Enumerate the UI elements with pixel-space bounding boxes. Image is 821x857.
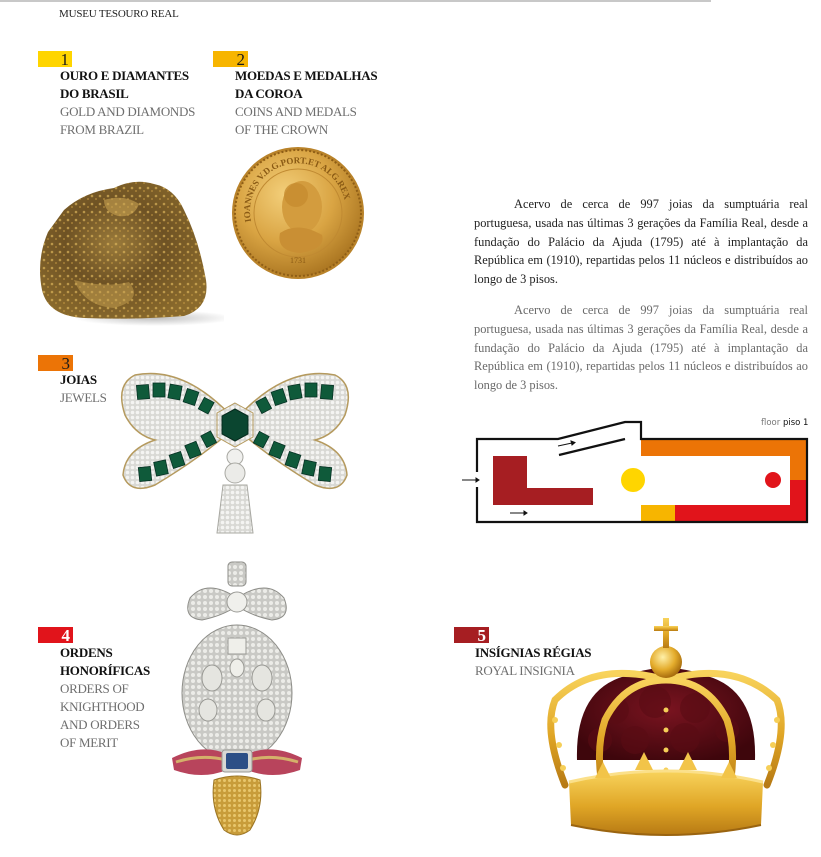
section-4-title-pt-line1: ORDENS	[60, 645, 113, 660]
section-1-label	[60, 67, 195, 139]
section-2-title-pt-line2: DA COROA	[235, 86, 303, 101]
section-2-number: 2	[236, 50, 245, 69]
intro-paragraph-1: Acervo de cerca de 997 joias da sumptuária real portuguesa, usada nas últimas 3 gerações da Família Real, desde a fundação do Palácio da Ajuda (1795) até à implantação da República em (1910), repartidas pelos 11 núcleos e distribuídos ao longo de 3 pisos.	[474, 197, 808, 287]
section-4-number: 4	[61, 626, 70, 645]
section-3-label	[60, 371, 107, 407]
corridor-arrow-icon	[558, 441, 575, 446]
museum-title: MUSEU TESOURO REAL	[59, 8, 179, 20]
section-4-badge	[38, 627, 73, 643]
section-2-label	[235, 67, 377, 139]
zone-jewels	[641, 439, 807, 480]
section-4-title-pt-line2: HONORÍFICAS	[60, 663, 150, 678]
section-3-number: 3	[61, 354, 70, 373]
gold-nugget-image	[34, 170, 224, 330]
section-4-title-en-line1: ORDERS OF	[60, 681, 129, 696]
floor-label-pt: piso 1	[782, 418, 809, 428]
section-5-title-pt-line1: INSÍGNIAS RÉGIAS	[475, 645, 592, 660]
coin-year: 1731	[290, 256, 306, 265]
floor-label	[761, 418, 808, 428]
section-4-title-en-line2: KNIGHTHOOD	[60, 699, 145, 714]
section-2-title-en-line1: COINS AND MEDALS	[235, 104, 357, 119]
zone-orders-circle	[765, 472, 781, 488]
section-4-label	[60, 644, 150, 752]
section-2-title-pt-line1: MOEDAS E MEDALHAS	[235, 68, 378, 83]
section-3-title-pt-line1: JOIAS	[60, 372, 97, 387]
emerald-bow-brooch-image	[115, 355, 355, 540]
order-badge-image	[172, 558, 302, 843]
section-3-title-en-line1: JEWELS	[60, 390, 107, 405]
zone-gold-circle	[621, 468, 645, 492]
corridor-wall	[559, 439, 625, 455]
bottom-arrow-icon	[510, 511, 527, 515]
section-3-badge	[38, 355, 73, 371]
intro-paragraph-2: Acervo de cerca de 997 joias da sumptuária real portuguesa, usada nas últimas 3 gerações da Família Real, desde a fundação do Palácio da Ajuda (1795) até à implantação da República em (1910), repartidas pelos 11 núcleos e distribuídos ao longo de 3 pisos.	[474, 303, 808, 393]
entrance-arrow-icon	[462, 478, 479, 482]
coin-inscription: IOANNES V.D.G.PORT.ET ALG.REX	[241, 155, 353, 224]
section-1-title-pt-line2: DO BRASIL	[60, 86, 129, 101]
wall-outline	[477, 422, 807, 522]
section-1-title-pt-line1: OURO E DIAMANTES	[60, 68, 189, 83]
section-1-title-en-line1: GOLD AND DIAMONDS	[60, 104, 196, 119]
zone-orders	[675, 480, 807, 522]
section-2-badge	[213, 51, 248, 67]
section-5-title-en-line1: ROYAL INSIGNIA	[475, 663, 575, 678]
zone-royal-insignia	[493, 456, 593, 505]
section-1-number: 1	[60, 50, 69, 69]
section-4-title-en-line3: AND ORDERS	[60, 717, 140, 732]
zone-coins	[641, 505, 675, 522]
floor-label-en: floor	[761, 418, 781, 428]
gold-coin-image	[230, 145, 366, 281]
section-5-badge	[454, 627, 489, 643]
royal-crown-image	[535, 610, 797, 850]
section-2-title-en-line2: OF THE CROWN	[235, 122, 328, 137]
section-4-title-en-line4: OF MERIT	[60, 735, 118, 750]
section-5-number: 5	[477, 626, 486, 645]
top-rule	[0, 0, 711, 2]
section-1-badge	[38, 51, 72, 67]
section-1-title-en-line2: FROM BRAZIL	[60, 122, 144, 137]
